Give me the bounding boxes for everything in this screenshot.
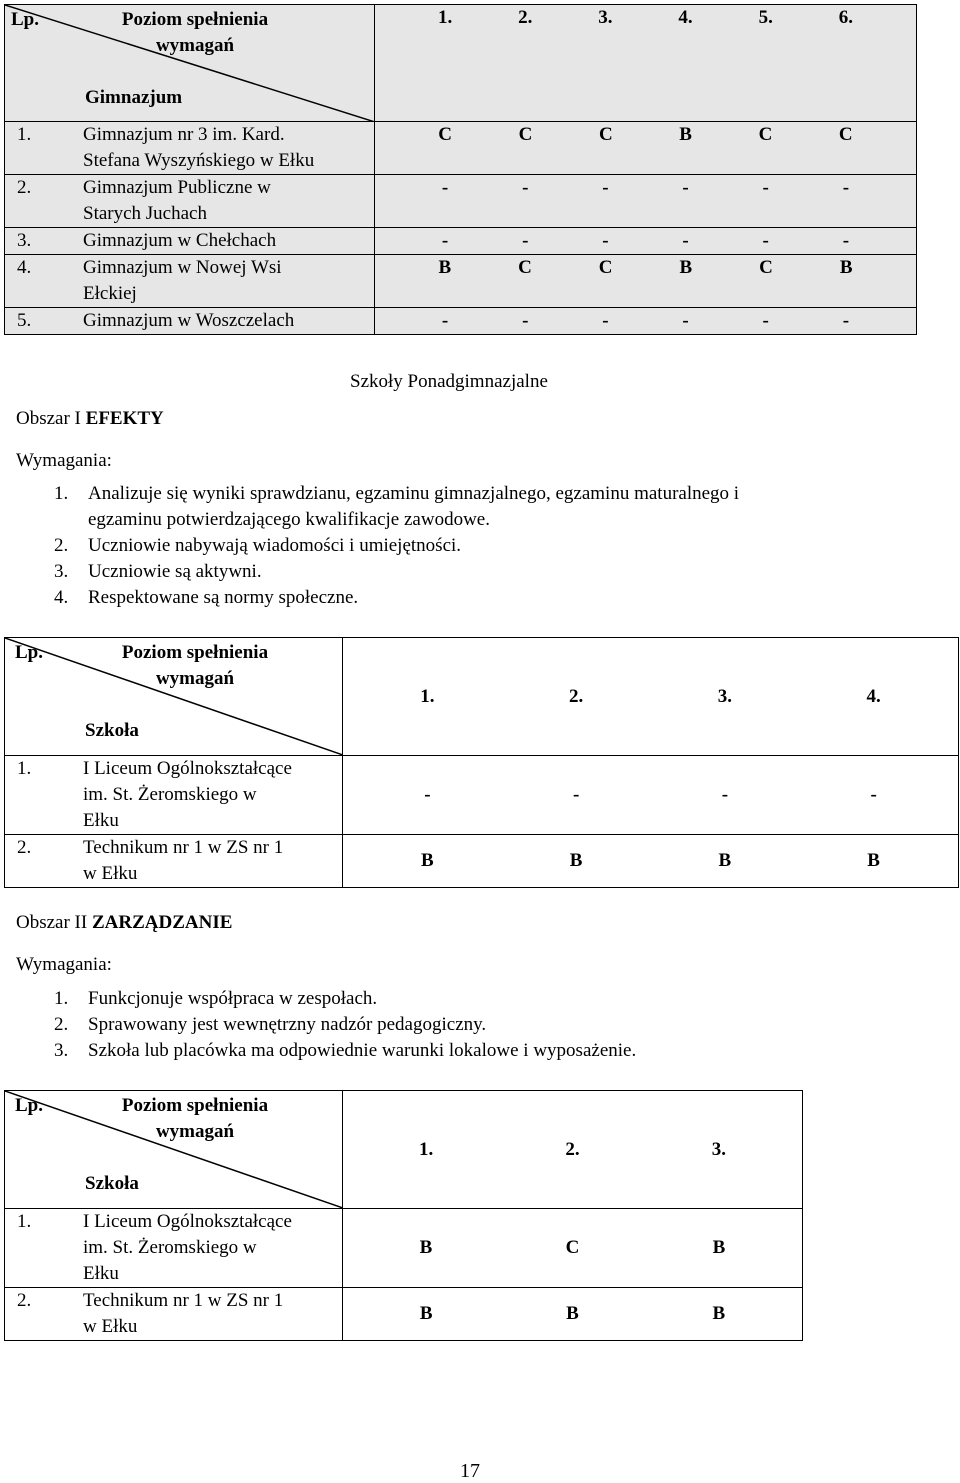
values-cell	[343, 1209, 803, 1288]
value: B	[438, 257, 452, 278]
requirement-item	[54, 1014, 486, 1036]
lp-header: Lp.	[15, 642, 43, 663]
row-number: 2.	[17, 837, 32, 858]
requirement-item	[54, 561, 262, 583]
poziom-header	[110, 1093, 280, 1145]
row-number: 4.	[17, 257, 32, 278]
row-label-header: Szkoła	[85, 1173, 139, 1194]
value: -	[682, 177, 689, 198]
value: -	[721, 784, 729, 805]
requirement-item	[54, 483, 739, 505]
col-header: 2.	[518, 7, 533, 28]
value: -	[762, 230, 769, 251]
school-name-line1: Gimnazjum w Nowej Wsi	[83, 257, 282, 278]
col-header: 1.	[419, 1138, 434, 1160]
page-number: 17	[460, 1460, 480, 1482]
table-row	[5, 1209, 803, 1288]
value: C	[518, 257, 532, 278]
area-label: Obszar I	[16, 408, 86, 429]
value: C	[518, 124, 533, 145]
values-cell	[375, 255, 917, 308]
values-cell	[343, 835, 959, 888]
row-number: 2.	[17, 1290, 32, 1311]
requirement-number: 4.	[54, 587, 69, 608]
values-cell	[343, 1288, 803, 1341]
col-header: 3.	[717, 685, 732, 707]
value: -	[602, 177, 609, 198]
area-name: ZARZĄDZANIE	[91, 912, 233, 933]
area-name: EFEKTY	[85, 408, 164, 429]
value: B	[419, 1237, 433, 1258]
liceum-effects-table	[4, 637, 959, 888]
school-name-line1: I Liceum Ogólnokształcące	[83, 1211, 292, 1232]
value: -	[842, 177, 850, 198]
col-header: 2.	[569, 685, 584, 707]
value: C	[598, 124, 613, 145]
value: -	[441, 310, 449, 331]
col-header: 4.	[866, 685, 881, 707]
school-name-line2: Stefana Wyszyńskiego w Ełku	[83, 150, 315, 171]
school-name-line2: w Ełku	[83, 1316, 138, 1337]
poziom-line2: wymagań	[155, 1121, 235, 1142]
values-cell	[343, 756, 959, 835]
value: -	[682, 230, 689, 251]
poziom-line2: wymagań	[155, 668, 235, 689]
value: -	[762, 310, 769, 331]
poziom-header	[110, 7, 280, 59]
row-number: 3.	[17, 230, 32, 251]
poziom-line1: Poziom spełnienia	[121, 9, 269, 30]
poziom-line1: Poziom spełnienia	[121, 642, 269, 663]
requirement-number: 3.	[54, 561, 69, 582]
value: -	[602, 310, 609, 331]
col-header: 6.	[838, 7, 853, 28]
requirement-item	[54, 1040, 636, 1062]
school-name-line1: Gimnazjum nr 3 im. Kard.	[83, 124, 285, 145]
table-row	[5, 308, 917, 335]
requirements-label: Wymagania:	[16, 450, 112, 471]
value: B	[566, 1303, 579, 1324]
gimnazjum-table	[4, 4, 917, 335]
school-name-cell	[5, 122, 375, 175]
requirement-number: 1.	[54, 988, 69, 1009]
table-row	[5, 1288, 803, 1341]
col-header: 5.	[758, 7, 773, 28]
table-row	[5, 175, 917, 228]
value: C	[565, 1237, 580, 1258]
requirement-item-continued: egzaminu potwierdzającego kwalifikacje zawodowe.	[88, 509, 490, 530]
table-row	[5, 756, 959, 835]
school-name-line2: im. St. Żeromskiego w	[83, 1237, 257, 1258]
value: C	[758, 124, 773, 145]
school-name-line1: Gimnazjum Publiczne w	[83, 177, 271, 198]
section-heading: Szkoły Ponadgimnazjalne	[350, 371, 548, 392]
school-name-line2: w Ełku	[83, 863, 138, 884]
col-header: 3.	[711, 1138, 726, 1160]
table-header-diagonal-cell	[5, 5, 375, 122]
row-number: 1.	[17, 758, 32, 779]
table-row	[5, 228, 917, 255]
row-number: 5.	[17, 310, 32, 331]
school-name-cell	[5, 228, 375, 255]
value: B	[867, 850, 880, 871]
area-label: Obszar II	[16, 912, 92, 933]
value: C	[598, 257, 613, 278]
value: -	[842, 230, 850, 251]
school-name-line2: Ełckiej	[83, 283, 137, 304]
col-header: 3.	[598, 7, 613, 28]
area-2-title	[16, 912, 232, 934]
table-header-diagonal-cell	[5, 1091, 343, 1209]
school-name-cell	[5, 175, 375, 228]
requirement-item	[54, 988, 377, 1010]
value: -	[441, 230, 449, 251]
poziom-line1: Poziom spełnienia	[121, 1095, 269, 1116]
values-cell	[375, 122, 917, 175]
value: -	[762, 177, 769, 198]
col-header: 1.	[437, 7, 453, 28]
school-name-line1: Gimnazjum w Chełchach	[83, 230, 277, 251]
value: -	[870, 784, 877, 805]
requirements-label: Wymagania:	[16, 954, 112, 975]
value: -	[572, 784, 580, 805]
school-name-line1: Technikum nr 1 w ZS nr 1	[83, 837, 284, 858]
column-numbers-cell	[343, 1091, 803, 1209]
value: -	[522, 230, 529, 251]
value: C	[838, 124, 853, 145]
table-row	[5, 835, 959, 888]
value: B	[712, 1237, 726, 1258]
requirement-text: Szkoła lub placówka ma odpowiednie warunki lokalowe i wyposażenie.	[88, 1040, 637, 1061]
column-numbers-cell	[375, 5, 917, 122]
requirement-text: Uczniowie nabywają wiadomości i umiejętności.	[88, 535, 462, 556]
requirement-text: Analizuje się wyniki sprawdzianu, egzaminu gimnazjalnego, egzaminu maturalnego i	[88, 483, 740, 504]
school-name-cell	[5, 308, 375, 335]
table-row	[5, 122, 917, 175]
school-name-line3: Ełku	[83, 810, 119, 831]
table-header-diagonal-cell	[5, 638, 343, 756]
value: B	[419, 1303, 433, 1324]
school-name-cell	[5, 255, 375, 308]
requirement-number: 1.	[54, 483, 69, 504]
value: C	[759, 257, 773, 278]
row-label-header: Szkoła	[85, 720, 139, 741]
requirement-text: Funkcjonuje współpraca w zespołach.	[88, 988, 378, 1009]
requirement-item	[54, 587, 358, 609]
school-name-line2: im. St. Żeromskiego w	[83, 784, 257, 805]
row-label-header: Gimnazjum	[85, 87, 183, 108]
value: B	[712, 1303, 726, 1324]
area-1-title	[16, 408, 164, 430]
col-header: 2.	[565, 1138, 580, 1160]
poziom-header	[110, 640, 280, 692]
requirement-number: 2.	[54, 535, 69, 556]
values-cell	[375, 175, 917, 228]
value: -	[522, 177, 529, 198]
lp-header: Lp.	[15, 1095, 43, 1116]
school-name-line1: Gimnazjum w Woszczelach	[83, 310, 295, 331]
school-name-cell	[5, 835, 343, 888]
requirement-item	[54, 535, 461, 557]
value: B	[421, 850, 434, 871]
value: -	[842, 310, 850, 331]
values-cell	[375, 308, 917, 335]
col-header: 1.	[420, 685, 435, 707]
school-name-cell	[5, 756, 343, 835]
value: B	[839, 257, 853, 278]
value: C	[438, 124, 453, 145]
value: B	[718, 850, 732, 871]
value: -	[424, 784, 431, 805]
requirement-text: Uczniowie są aktywni.	[88, 561, 262, 582]
school-name-line3: Ełku	[83, 1263, 119, 1284]
requirement-text: Sprawowany jest wewnętrzny nadzór pedagogiczny.	[88, 1014, 487, 1035]
col-header: 4.	[678, 7, 693, 28]
row-number: 1.	[17, 124, 32, 145]
value: B	[679, 257, 693, 278]
value: -	[441, 177, 449, 198]
school-name-line1: Technikum nr 1 w ZS nr 1	[83, 1290, 284, 1311]
value: -	[682, 310, 689, 331]
values-cell	[375, 228, 917, 255]
liceum-management-table	[4, 1090, 803, 1341]
value: -	[522, 310, 529, 331]
school-name-cell	[5, 1209, 343, 1288]
requirement-text: Respektowane są normy społeczne.	[88, 587, 359, 608]
school-name-cell	[5, 1288, 343, 1341]
requirement-number: 3.	[54, 1040, 69, 1061]
school-name-line1: I Liceum Ogólnokształcące	[83, 758, 292, 779]
value: B	[679, 124, 692, 145]
value: -	[602, 230, 609, 251]
lp-header: Lp.	[11, 9, 39, 30]
row-number: 1.	[17, 1211, 32, 1232]
value: B	[569, 850, 583, 871]
school-name-line2: Starych Juchach	[83, 203, 207, 224]
poziom-line2: wymagań	[155, 35, 235, 56]
column-numbers-cell	[343, 638, 959, 756]
table-row	[5, 255, 917, 308]
requirement-number: 2.	[54, 1014, 69, 1035]
row-number: 2.	[17, 177, 32, 198]
